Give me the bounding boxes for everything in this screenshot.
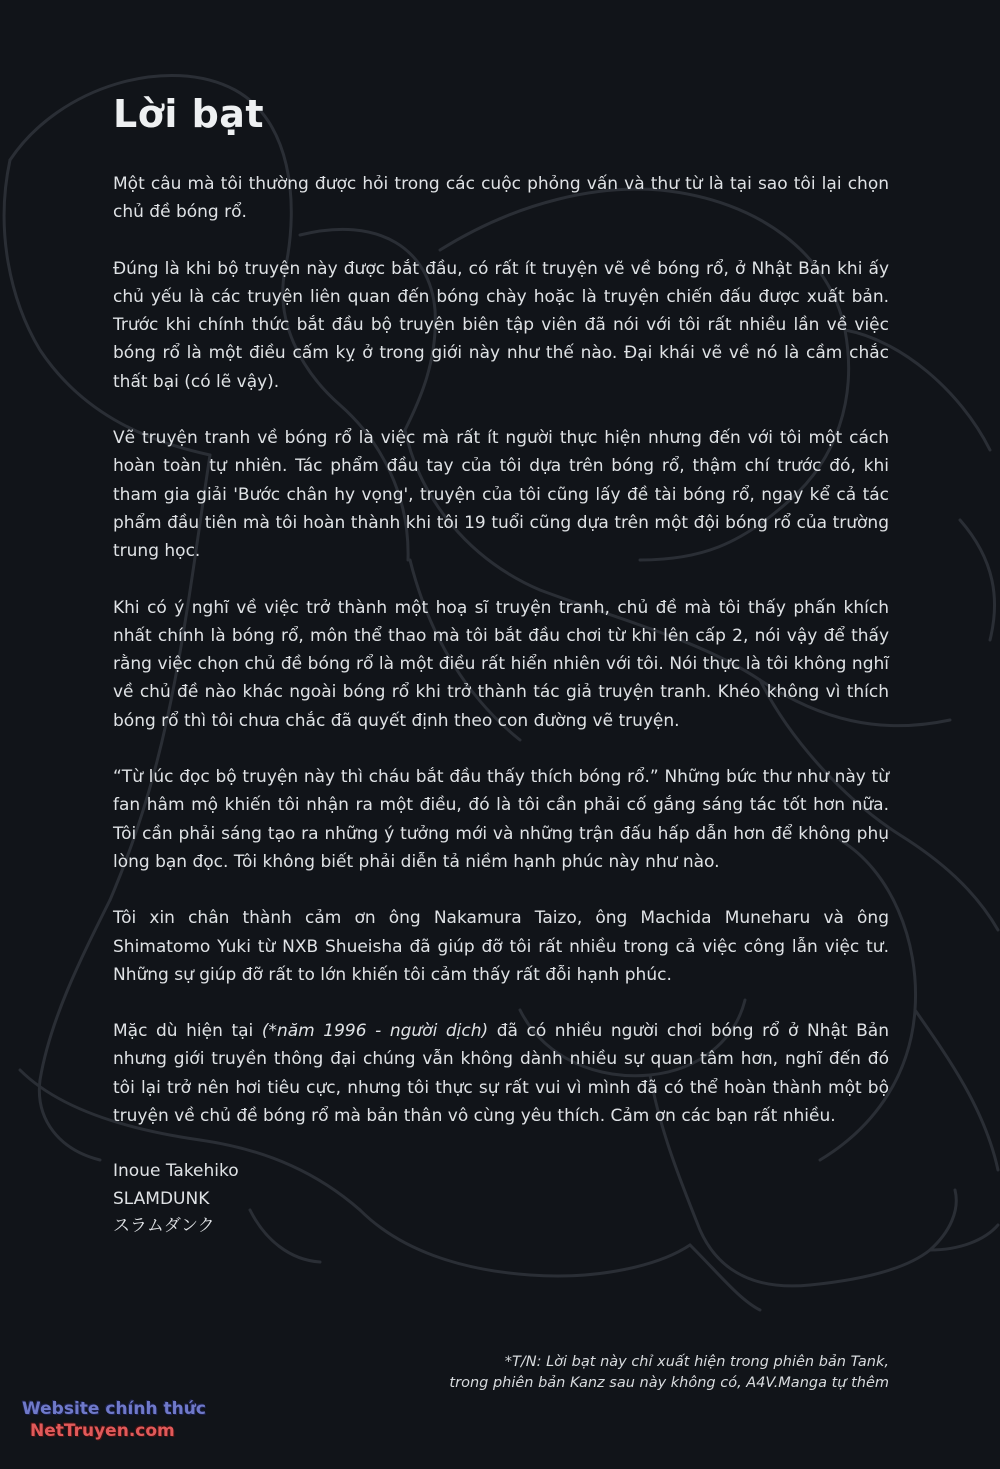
- site-watermark: [22, 1398, 206, 1442]
- paragraph-7: [113, 1017, 889, 1130]
- paragraph-6: Tôi xin chân thành cảm ơn ông Nakamura Taizo, ông Machida Muneharu và ông Shimatomo Yuki từ NXB Shueisha đã giúp đỡ tôi rất nhiều trong cả việc công lẫn việc tư. Những sự giúp đỡ rất to lớn khiến tôi cảm thấy rất đỗi hạnh phúc.: [113, 908, 889, 985]
- afterword-content: [113, 88, 889, 1241]
- paragraph-7-before: Mặc dù hiện tại: [113, 1021, 262, 1042]
- paragraph-2: Đúng là khi bộ truyện này được bắt đầu, có rất ít truyện vẽ về bóng rổ, ở Nhật Bản khi ấy chủ yếu là các truyện liên quan đến bóng chày hoặc là truyện chiến đấu được xuất bản. Trước khi chính thức bắt đầu bộ truyện biên tập viên đã nói với tôi rất nhiều lần về việc bóng rổ là một điều cấm kỵ ở trong giới này như thế nào. Đại khái vẽ về nó là cầm chắc thất bại (có lẽ vậy).: [113, 258, 889, 392]
- translator-note: [449, 1352, 889, 1394]
- author-name: Inoue Takehiko: [113, 1161, 239, 1182]
- paragraph-3: Vẽ truyện tranh về bóng rổ là việc mà rất ít người thực hiện nhưng đến với tôi một cách hoàn toàn tự nhiên. Tác phẩm đầu tay của tôi dựa trên bóng rổ, thậm chí trước đó, khi tham gia giải 'Bước chân hy vọng', truyện của tôi cũng lấy đề tài bóng rổ, ngay kể cả tác phẩm đầu tiên mà tôi hoàn thành khi tôi 19 tuổi cũng dựa trên một đội bóng rổ của trường trung học.: [113, 428, 889, 562]
- series-name: SLAMDUNK: [113, 1188, 210, 1209]
- translator-note-line-1: *T/N: Lời bạt này chỉ xuất hiện trong phiên bản Tank,: [504, 1354, 889, 1370]
- paragraph-1: Một câu mà tôi thường được hỏi trong các cuộc phỏng vấn và thư từ là tại sao tôi lại chọn chủ đề bóng rổ.: [113, 174, 889, 223]
- series-name-japanese: スラムダンク: [113, 1216, 215, 1237]
- translator-insert: (*năm 1996 - người dịch): [261, 1021, 489, 1042]
- paragraph-5: “Từ lúc đọc bộ truyện này thì cháu bắt đầu thấy thích bóng rổ.” Những bức thư như này từ fan hâm mộ khiến tôi nhận ra một điều, đó là tôi cần phải cố gắng sáng tác tốt hơn nữa. Tôi cần phải sáng tạo ra những ý tưởng mới và những trận đấu hấp dẫn hơn để không phụ lòng bạn đọc. Tôi không biết phải diễn tả niềm hạnh phúc này như nào.: [113, 767, 889, 872]
- page-title: Lời bạt: [113, 92, 265, 136]
- signature-block: [113, 1158, 889, 1241]
- translator-note-line-2: trong phiên bản Kanz sau này không có, A4V.Manga tự thêm: [449, 1375, 889, 1391]
- paragraph-7-after: đã có nhiều người chơi bóng rổ ở Nhật Bản nhưng giới truyền thông đại chúng vẫn không dành nhiều sự quan tâm hơn, nghĩ đến đó tôi lại trở nên hơi tiêu cực, nhưng tôi thực sự rất vui vì mình đã có thể hoàn thành một bộ truyện về chủ đề bóng rổ mà bản thân vô cùng yêu thích. Cảm ơn các bạn rất nhiều.: [113, 1021, 890, 1127]
- watermark-line-2: NetTruyen.com: [30, 1421, 175, 1441]
- watermark-line-1: Website chính thức: [22, 1399, 206, 1419]
- paragraph-4: Khi có ý nghĩ về việc trở thành một hoạ sĩ truyện tranh, chủ đề mà tôi thấy phấn khích nhất chính là bóng rổ, môn thể thao mà tôi bắt đầu chơi từ khi lên cấp 2, nói vậy để thấy rằng việc chọn chủ đề bóng rổ là một điều rất hiển nhiên với tôi. Nói thực là tôi không nghĩ về chủ đề nào khác ngoài bóng rổ khi trở thành tác giả truyện tranh. Khéo không vì thích bóng rổ thì tôi chưa chắc đã quyết định theo con đường vẽ truyện.: [113, 597, 889, 731]
